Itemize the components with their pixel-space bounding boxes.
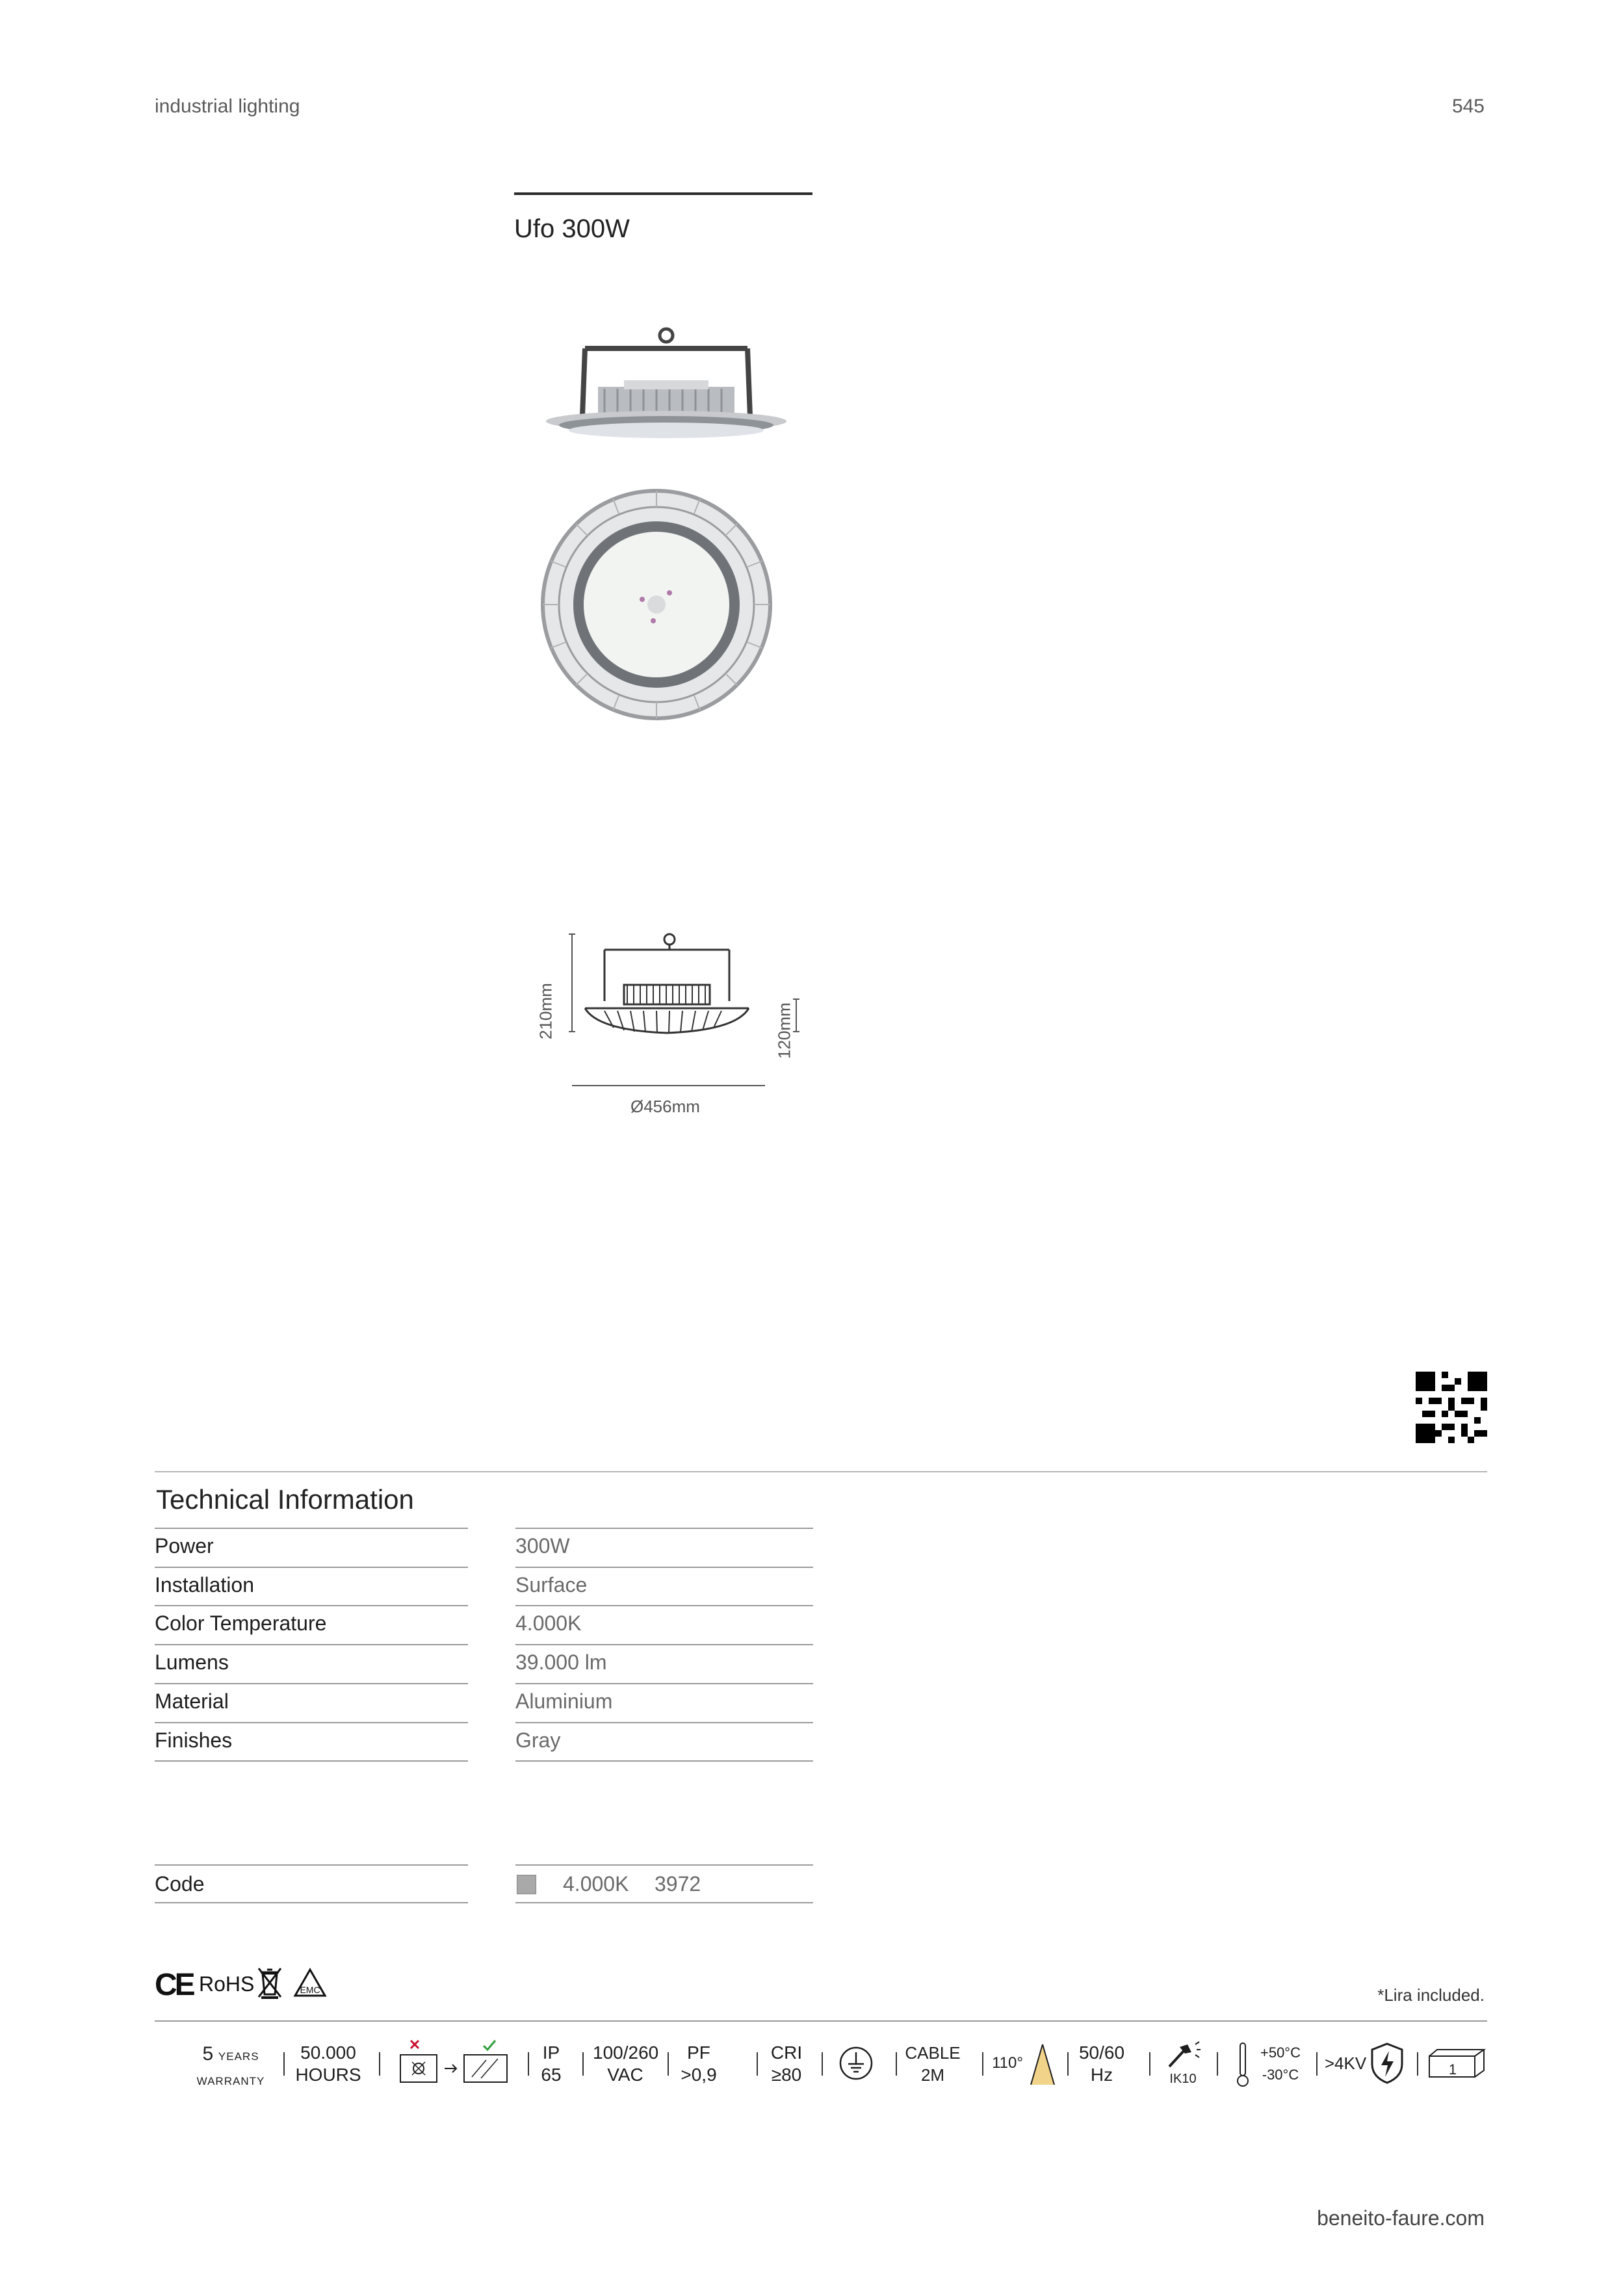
title-rule bbox=[514, 192, 812, 195]
product-bottom-image bbox=[539, 488, 773, 722]
spec-value-finishes: Gray bbox=[515, 1728, 561, 1752]
package-quantity: 1 bbox=[1448, 2061, 1457, 2078]
beam-angle-value: 110° bbox=[992, 2054, 1023, 2072]
ip-label: IP bbox=[542, 2042, 560, 2063]
spec-value-lumens: 39.000 lm bbox=[515, 1650, 607, 1675]
ce-mark: CE bbox=[155, 1968, 193, 2002]
svg-text:EMC: EMC bbox=[300, 1985, 320, 1995]
dimension-height-total: 210mm bbox=[536, 983, 556, 1039]
ip-value: 65 bbox=[541, 2065, 562, 2085]
warranty-word: WARRANTY bbox=[196, 2075, 265, 2087]
spec-label-finishes: Finishes bbox=[155, 1728, 233, 1752]
frequency-feature bbox=[1076, 2042, 1128, 2086]
section-divider bbox=[155, 1471, 1487, 1472]
spec-label-color-temperature: Color Temperature bbox=[155, 1611, 327, 1636]
temperature-min: -30°C bbox=[1262, 2067, 1299, 2083]
voltage-range: 100/260 bbox=[593, 2042, 659, 2063]
code-swatch bbox=[517, 1875, 536, 1894]
frequency-value: 50/60 bbox=[1078, 2042, 1125, 2063]
spec-value-material: Aluminium bbox=[515, 1689, 613, 1713]
spec-value-color-temperature: 4.000K bbox=[515, 1611, 582, 1636]
page-number: 545 bbox=[1451, 96, 1485, 117]
temperature-max: +50°C bbox=[1260, 2044, 1301, 2061]
power-factor-feature bbox=[676, 2042, 721, 2086]
dimension-diameter: Ø456mm bbox=[630, 1097, 700, 1116]
beam-angle-icon bbox=[1028, 2042, 1057, 2087]
surge-shield-icon bbox=[1370, 2042, 1405, 2085]
spec-label-material: Material bbox=[155, 1689, 229, 1713]
surge-protection-value: >4KV bbox=[1324, 2054, 1367, 2073]
spec-value-power: 300W bbox=[515, 1534, 570, 1558]
product-side-image bbox=[539, 319, 793, 449]
warranty-number: 5 bbox=[202, 2043, 214, 2065]
product-title: Ufo 300W bbox=[514, 215, 630, 243]
features-row bbox=[156, 2038, 1488, 2090]
weee-bin-icon bbox=[256, 1966, 283, 2000]
spec-value-installation: Surface bbox=[515, 1572, 588, 1597]
cable-length: 2M bbox=[920, 2065, 945, 2085]
code-label: Code bbox=[155, 1872, 205, 1896]
cri-value: ≥80 bbox=[771, 2065, 802, 2085]
hours-number: 50.000 bbox=[300, 2042, 356, 2063]
hours-word: HOURS bbox=[295, 2065, 361, 2085]
pf-value: >0,9 bbox=[681, 2065, 717, 2085]
replaceable-light-source-icon bbox=[395, 2038, 512, 2087]
section-title: Technical Information bbox=[156, 1484, 414, 1515]
cri-label: CRI bbox=[770, 2042, 803, 2063]
features-divider bbox=[155, 2020, 1487, 2022]
qr-code bbox=[1416, 1372, 1487, 1443]
ik-rating: IK10 bbox=[1169, 2072, 1197, 2086]
hours-feature bbox=[292, 2042, 364, 2086]
code-temperature: 4.000K bbox=[563, 1872, 629, 1896]
thermometer-icon bbox=[1235, 2042, 1251, 2087]
voltage-feature bbox=[593, 2042, 658, 2086]
warranty-feature bbox=[195, 2043, 266, 2093]
emc-icon bbox=[292, 1967, 328, 1998]
cable-label: CABLE bbox=[905, 2043, 961, 2063]
lira-note: *Lira included. bbox=[1377, 1985, 1485, 2005]
pf-label: PF bbox=[687, 2042, 710, 2063]
category-label: industrial lighting bbox=[155, 96, 300, 117]
spec-label-power: Power bbox=[155, 1534, 214, 1558]
spec-label-installation: Installation bbox=[155, 1572, 254, 1597]
warranty-years: YEARS bbox=[218, 2050, 259, 2063]
ground-icon bbox=[838, 2046, 874, 2081]
rohs-mark: RoHS bbox=[199, 1972, 255, 1996]
footer-url[interactable]: beneito-faure.com bbox=[1317, 2206, 1485, 2230]
temperature-range bbox=[1254, 2042, 1306, 2086]
dimension-drawing bbox=[559, 926, 806, 1102]
impact-hammer-icon bbox=[1165, 2041, 1202, 2069]
voltage-unit: VAC bbox=[607, 2065, 643, 2085]
frequency-unit: Hz bbox=[1090, 2065, 1113, 2085]
cable-feature bbox=[903, 2042, 962, 2086]
spec-label-lumens: Lumens bbox=[155, 1650, 229, 1675]
cri-feature bbox=[764, 2042, 809, 2086]
ip-feature bbox=[535, 2042, 567, 2086]
code-number: 3972 bbox=[655, 1872, 701, 1896]
dimension-height-body: 120mm bbox=[774, 1002, 794, 1059]
